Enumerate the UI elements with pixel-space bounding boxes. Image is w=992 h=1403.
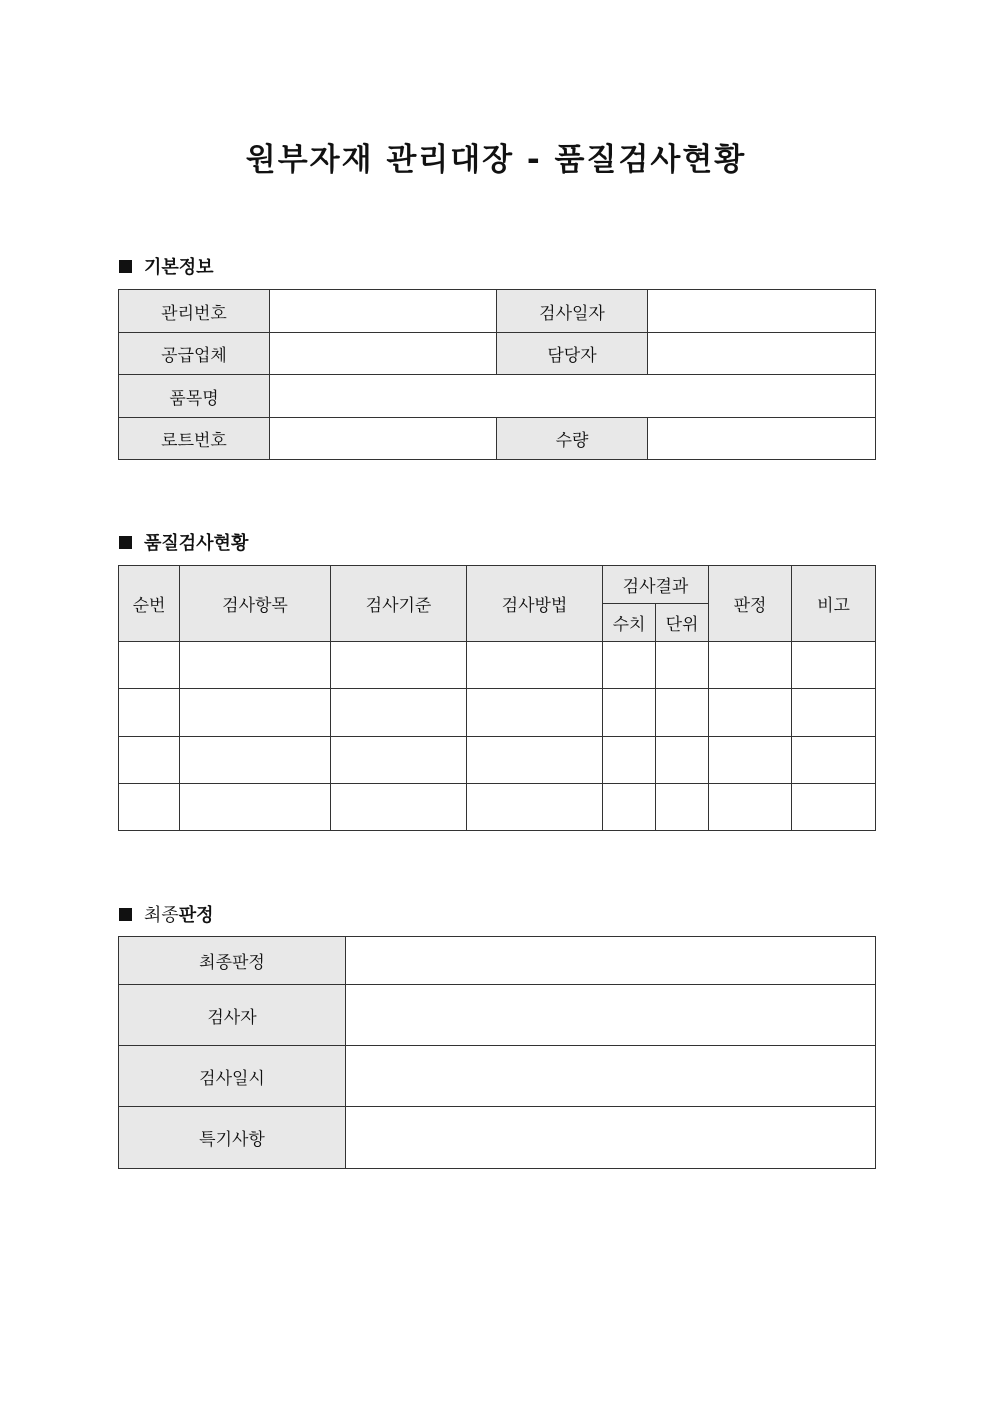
unit-cell[interactable] (656, 642, 709, 689)
judgement-cell[interactable] (709, 642, 792, 689)
supplier-label: 공급업체 (119, 333, 270, 375)
final-heading-bold: 판정 (178, 905, 214, 926)
square-bullet-icon (119, 536, 132, 549)
criteria-cell[interactable] (331, 737, 467, 784)
basic-info-table (118, 289, 876, 460)
judgement-cell[interactable] (709, 784, 792, 831)
remarks-cell[interactable] (792, 784, 876, 831)
notes-field[interactable] (346, 1107, 876, 1169)
item-name-label: 품목명 (119, 375, 270, 418)
square-bullet-icon (119, 260, 132, 273)
method-cell[interactable] (467, 642, 603, 689)
col-seq: 순번 (119, 566, 180, 642)
criteria-cell[interactable] (331, 642, 467, 689)
unit-cell[interactable] (656, 689, 709, 737)
judgement-cell[interactable] (709, 737, 792, 784)
method-cell[interactable] (467, 689, 603, 737)
lot-no-field[interactable] (270, 418, 497, 460)
unit-cell[interactable] (656, 784, 709, 831)
remarks-cell[interactable] (792, 737, 876, 784)
final-judgement-field[interactable] (346, 937, 876, 985)
value-cell[interactable] (603, 689, 656, 737)
col-method: 검사방법 (467, 566, 603, 642)
remarks-cell[interactable] (792, 642, 876, 689)
basic-info-heading-label: 기본정보 (144, 257, 214, 278)
lot-no-label: 로트번호 (119, 418, 270, 460)
inspection-datetime-field[interactable] (346, 1046, 876, 1107)
final-heading (119, 901, 214, 927)
seq-cell[interactable] (119, 784, 180, 831)
col-result: 검사결과 (603, 566, 709, 604)
table-row (119, 642, 876, 689)
criteria-cell[interactable] (331, 689, 467, 737)
seq-cell[interactable] (119, 689, 180, 737)
quality-heading-label: 품질검사현황 (144, 533, 249, 554)
col-judgement: 판정 (709, 566, 792, 642)
manager-label: 담당자 (497, 333, 648, 375)
seq-cell[interactable] (119, 737, 180, 784)
mgmt-no-label: 관리번호 (119, 290, 270, 333)
col-value: 수치 (603, 604, 656, 642)
criteria-cell[interactable] (331, 784, 467, 831)
col-unit: 단위 (656, 604, 709, 642)
col-item: 검사항목 (180, 566, 331, 642)
quality-heading (119, 529, 248, 555)
item-name-field[interactable] (270, 375, 876, 418)
quality-table (118, 565, 876, 831)
inspector-label: 검사자 (119, 985, 346, 1046)
quantity-field[interactable] (648, 418, 876, 460)
value-cell[interactable] (603, 737, 656, 784)
final-heading-light: 최종 (144, 905, 179, 926)
mgmt-no-field[interactable] (270, 290, 497, 333)
table-row (119, 737, 876, 784)
manager-field[interactable] (648, 333, 876, 375)
col-remarks: 비고 (792, 566, 876, 642)
square-bullet-icon (119, 908, 132, 921)
item-cell[interactable] (180, 642, 331, 689)
col-criteria: 검사기준 (331, 566, 467, 642)
unit-cell[interactable] (656, 737, 709, 784)
item-cell[interactable] (180, 784, 331, 831)
value-cell[interactable] (603, 642, 656, 689)
quantity-label: 수량 (497, 418, 648, 460)
table-row (119, 784, 876, 831)
judgement-cell[interactable] (709, 689, 792, 737)
page-title: 원부자재 관리대장 - 품질검사현황 (245, 142, 747, 178)
seq-cell[interactable] (119, 642, 180, 689)
notes-label: 특기사항 (119, 1107, 346, 1169)
inspection-date-label: 검사일자 (497, 290, 648, 333)
basic-info-heading (119, 253, 214, 279)
value-cell[interactable] (603, 784, 656, 831)
method-cell[interactable] (467, 784, 603, 831)
inspection-datetime-label: 검사일시 (119, 1046, 346, 1107)
table-row (119, 689, 876, 737)
item-cell[interactable] (180, 689, 331, 737)
remarks-cell[interactable] (792, 689, 876, 737)
method-cell[interactable] (467, 737, 603, 784)
item-cell[interactable] (180, 737, 331, 784)
final-table (118, 936, 876, 1169)
inspection-date-field[interactable] (648, 290, 876, 333)
inspector-field[interactable] (346, 985, 876, 1046)
supplier-field[interactable] (270, 333, 497, 375)
final-judgement-label: 최종판정 (119, 937, 346, 985)
